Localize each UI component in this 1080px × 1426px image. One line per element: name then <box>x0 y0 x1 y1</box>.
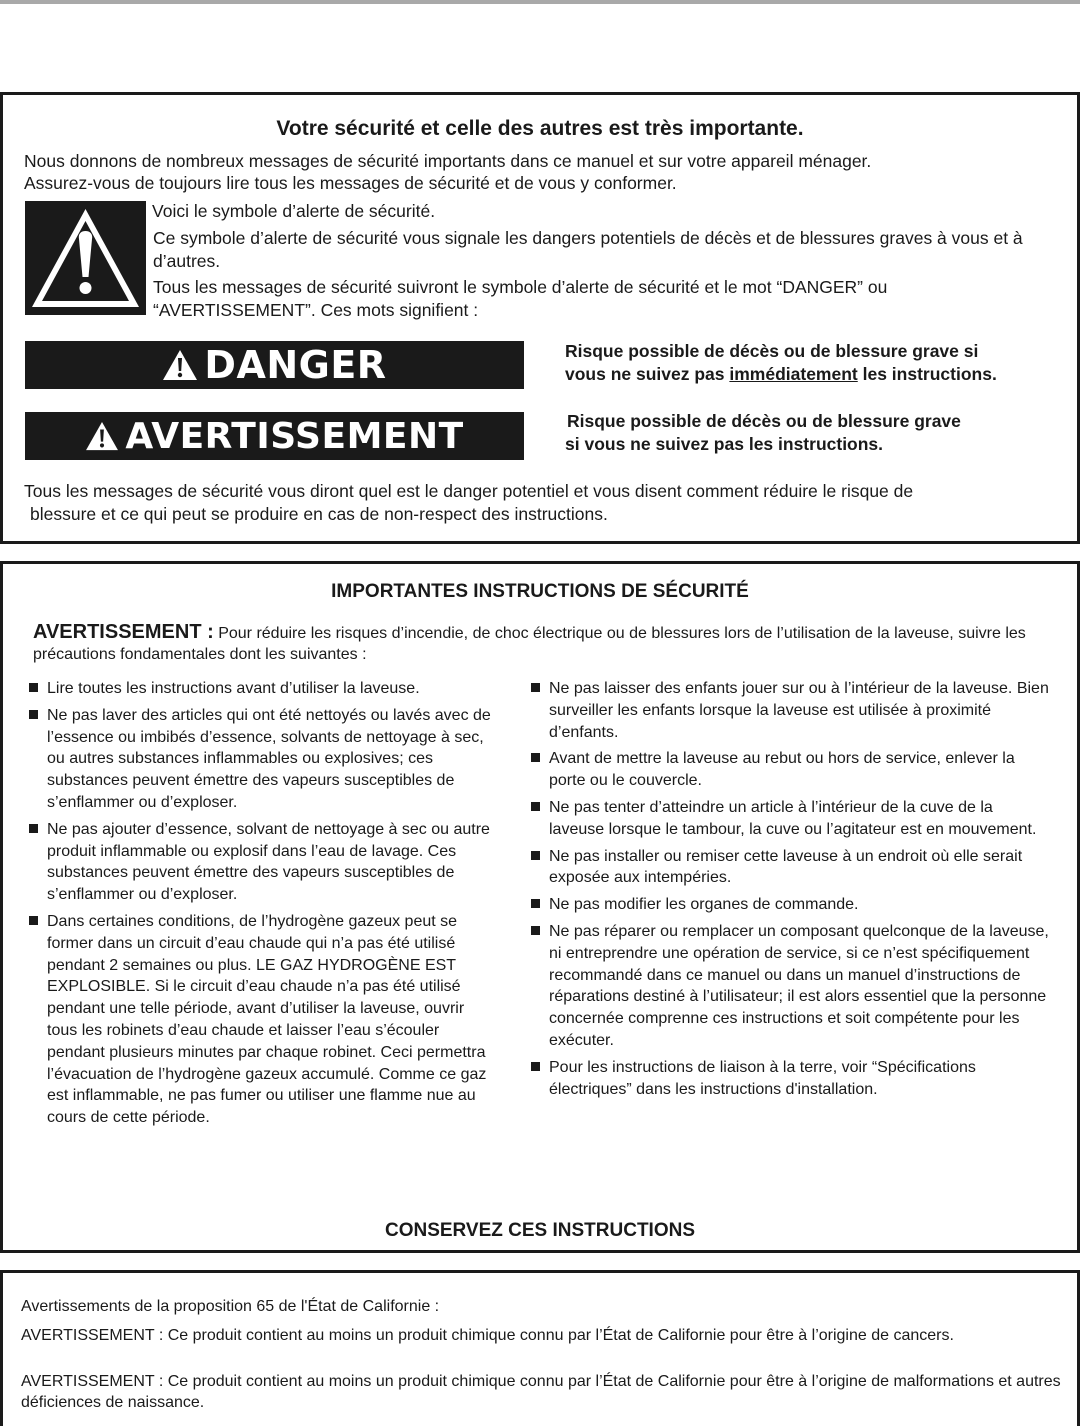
safety-instructions-box <box>0 561 1080 1253</box>
closing-line1: Tous les messages de sécurité vous diront quel est le danger potentiel et vous disent comment réduire le risque de <box>24 481 914 501</box>
prop65-box <box>0 1270 1080 1426</box>
danger-description-line2 <box>565 363 1075 386</box>
warning-label: AVERTISSEMENT <box>125 415 464 457</box>
top-divider <box>0 0 1080 4</box>
prop65-heading: Avertissements de la proposition 65 de l'État de Californie : <box>21 1298 440 1315</box>
instructions-warning-lead: AVERTISSEMENT : <box>33 621 214 643</box>
prop65-warning-birth-defects: AVERTISSEMENT : Ce produit contient au moins un produit chimique connu par l’État de Californie pour être à l’origine de malformations et autres déficiences de naissance. <box>21 1373 1061 1411</box>
danger-label: DANGER <box>204 343 387 387</box>
prop65-warning-cancer: AVERTISSEMENT : Ce produit contient au moins un produit chimique connu par l’État de Californie pour être à l’origine de cancers. <box>21 1327 954 1344</box>
safety-alert-icon <box>25 201 146 315</box>
danger-description-emphasis: immédiatement <box>729 364 858 384</box>
symbol-line: Voici le symbole d’alerte de sécurité. <box>152 201 436 221</box>
safety-intro-line1: Nous donnons de nombreux messages de sécurité importants dans ce manuel et sur votre appareil ménager. <box>24 151 872 171</box>
list-item: Dans certaines conditions, de l’hydrogène gazeux peut se former dans un circuit d’eau chaude qui n’a pas été utilisé pendant 2 semaines ou plus. LE GAZ HYDROGÈNE EST EXPLOSIBLE. Si le circuit d’eau chaude n’a pas été utilisé pendant une telle période, avant d’utiliser la laveuse, ouvrir tous les robinets d’eau chaude et laisser l’eau s’écouler pendant plusieurs minutes par chaque robinet. Ceci permettra l’évacuation de l’hydrogène gazeux accumulé. Comme ce gaz est inflammable, ne pas fumer ou utiliser une flamme nue au cours de cette période. <box>27 911 497 1129</box>
danger-description-post: les instructions. <box>857 364 997 384</box>
closing-line2: blessure et ce qui peut se produire en cas de non-respect des instructions. <box>30 504 608 524</box>
instructions-warning-text: Pour réduire les risques d’incendie, de choc électrique ou de blessures lors de l’utilisation de la laveuse, suivre les précautions fondamentales dont les suivantes : <box>33 625 1026 663</box>
danger-alert-icon <box>162 349 198 381</box>
list-item: Ne pas laver des articles qui ont été nettoyés ou lavés avec de l’essence ou imbibés d’essence, solvants de nettoyage à sec, ou autres substances inflammables ou explosives; ces substances peuvent émettre des vapeurs susceptibles de s’enflammer ou d’exploser. <box>27 705 497 814</box>
save-instructions-footer: CONSERVEZ CES INSTRUCTIONS <box>384 1220 696 1241</box>
warning-description <box>565 410 1075 456</box>
list-item: Ne pas tenter d’atteindre un article à l’intérieur de la cuve de la laveuse lorsque le tambour, la cuve ou l’agitateur est en mouvement. <box>529 797 1049 841</box>
instructions-title: IMPORTANTES INSTRUCTIONS DE SÉCURITÉ <box>331 581 749 602</box>
list-item: Avant de mettre la laveuse au rebut ou hors de service, enlever la porte ou le couvercle. <box>529 748 1049 792</box>
warning-alert-icon <box>85 421 119 451</box>
warning-banner <box>25 412 524 460</box>
warning-description-line2: si vous ne suivez pas les instructions. <box>565 434 884 454</box>
symbol-description: Ce symbole d’alerte de sécurité vous signale les dangers potentiels de décès et de blessures graves à vous et à d’autres. <box>153 228 1023 271</box>
list-item: Ne pas modifier les organes de commande. <box>529 894 1049 916</box>
list-item: Ne pas installer ou remiser cette laveuse à un endroit où elle serait exposée aux intempéries. <box>529 846 1049 890</box>
list-item: Lire toutes les instructions avant d’utiliser la laveuse. <box>27 678 497 700</box>
instructions-right-column <box>529 678 1049 1105</box>
follow-description: Tous les messages de sécurité suivront le symbole d’alerte de sécurité et le mot “DANGER” ou “AVERTISSEMENT”. Ces mots signifient : <box>153 277 888 320</box>
danger-banner <box>25 341 524 389</box>
list-item: Ne pas réparer ou remplacer un composant quelconque de la laveuse, ni entreprendre une opération de service, si ce n’est spécifiquement recommandé dans ce manuel ou dans un manuel d’instructions de réparations destiné à l’utilisateur; il est alors essentiel que la personne concernée comprenne ces instructions et soit compétente pour les exécuter. <box>529 921 1049 1052</box>
safety-intro-line2: Assurez-vous de toujours lire tous les messages de sécurité et de vous y conformer. <box>24 173 677 193</box>
danger-description-line1: Risque possible de décès ou de blessure grave si <box>565 341 979 361</box>
instructions-warning-intro <box>33 622 1043 665</box>
danger-description-pre: vous ne suivez pas <box>565 364 730 384</box>
safety-title: Votre sécurité et celle des autres est très importante. <box>276 117 804 140</box>
danger-description <box>565 340 1075 386</box>
list-item: Ne pas laisser des enfants jouer sur ou à l’intérieur de la laveuse. Bien surveiller les enfants lorsque la laveuse est utilisée à proximité d’enfants. <box>529 678 1049 743</box>
instructions-left-column <box>27 678 497 1134</box>
list-item: Ne pas ajouter d’essence, solvant de nettoyage à sec ou autre produit inflammable ou explosif dans l’eau de lavage. Ces substances peuvent émettre des vapeurs susceptibles de s’enflammer ou d’exploser. <box>27 819 497 906</box>
warning-description-line1: Risque possible de décès ou de blessure grave <box>567 411 961 431</box>
list-item: Pour les instructions de liaison à la terre, voir “Spécifications électriques” dans les instructions d'installation. <box>529 1057 1049 1101</box>
safety-message-box <box>0 92 1080 544</box>
